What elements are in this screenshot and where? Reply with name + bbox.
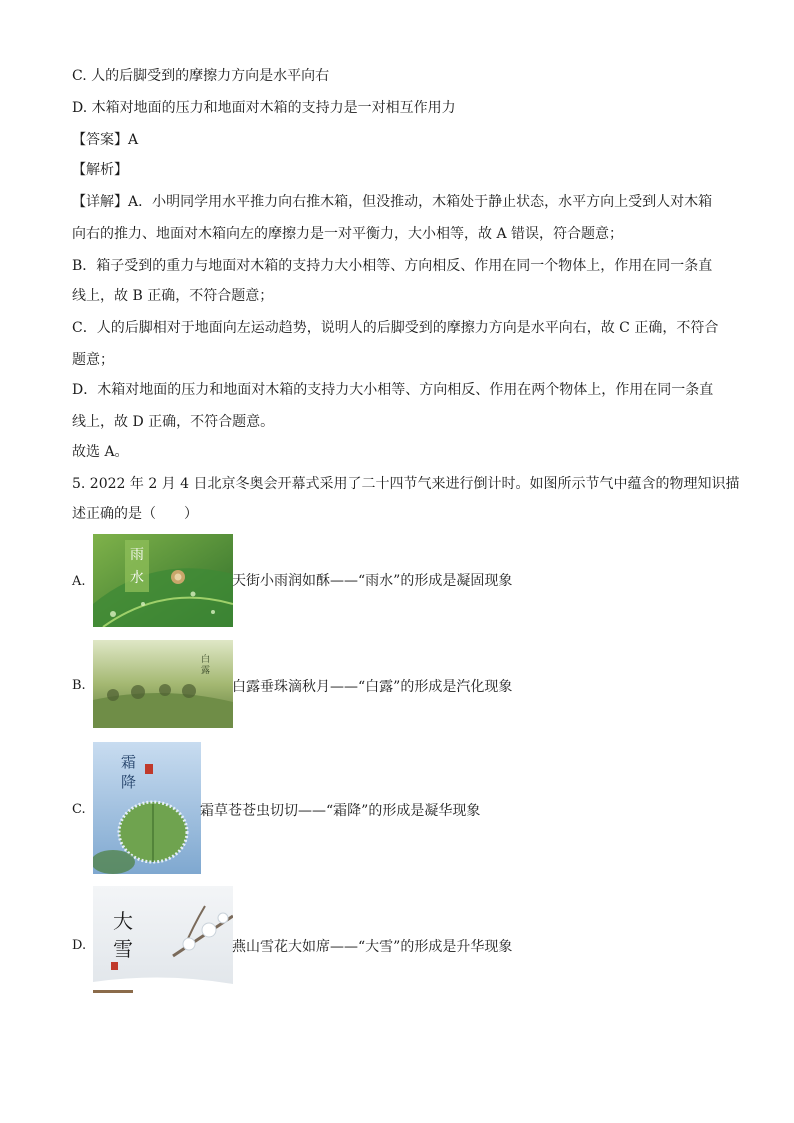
analysis-heading: 【解析】: [72, 162, 128, 178]
detail-line-8: 线上，故 D 正确，不符合题意。: [72, 414, 275, 430]
option-a-letter: A.: [72, 574, 86, 589]
option-c-text: 霜草苍苍虫切切——“霜降”的形成是凝华现象: [200, 803, 481, 819]
detail-line-7: D．木箱对地面的压力和地面对木箱的支持力大小相等、方向相反、作用在两个物体上，作用在同一条直: [72, 382, 714, 398]
option-d-prev: D. 木箱对地面的压力和地面对木箱的支持力是一对相互作用力: [72, 100, 456, 116]
option-c-image-label-2: 降: [121, 773, 137, 791]
option-d-image-label-2: 雪: [113, 937, 133, 961]
option-b-image: [93, 640, 233, 728]
option-c-prev: C. 人的后脚受到的摩擦力方向是水平向右: [72, 68, 330, 84]
detail-line-2: 向右的推力、地面对木箱向左的摩擦力是一对平衡力，大小相等，故 A 错误，符合题意；: [72, 226, 624, 242]
option-b-image-label-2: 露: [201, 666, 211, 676]
detail-line-4: 线上，故 B 正确，不符合题意；: [72, 288, 274, 304]
option-c-letter: C.: [72, 802, 86, 817]
option-b-image-label-1: 白: [201, 655, 211, 665]
option-a-image: [93, 534, 233, 627]
option-c-image: [93, 742, 201, 874]
option-d-image: [93, 886, 233, 1002]
option-a-text: 天街小雨润如酥——“雨水”的形成是凝固现象: [232, 573, 513, 589]
question-5-line-1: 5. 2022 年 2 月 4 日北京冬奥会开幕式采用了二十四节气来进行倒计时。如图所示节气中蕴含的物理知识描: [72, 476, 740, 492]
option-d-letter: D.: [72, 938, 87, 953]
option-c-image-label-1: 霜: [121, 753, 137, 771]
detail-line-3: B．箱子受到的重力与地面对木箱的支持力大小相等、方向相反、作用在同一个物体上，作用在同一条直: [72, 258, 713, 274]
answer-line: 【答案】A: [72, 132, 139, 148]
option-a-image-label-2: 水: [130, 570, 144, 586]
question-5-line-2: 述正确的是（ ）: [72, 506, 198, 522]
detail-line-5: C．人的后脚相对于地面向左运动趋势，说明人的后脚受到的摩擦力方向是水平向右，故 C 正确，不符合: [72, 320, 719, 336]
detail-line-1: 【详解】A．小明同学用水平推力向右推木箱，但没推动，木箱处于静止状态，水平方向上受到人对木箱: [72, 194, 713, 210]
option-b-text: 白露垂珠滴秋月——“白露”的形成是汽化现象: [232, 679, 513, 695]
option-a-image-label-1: 雨: [130, 547, 144, 563]
detail-line-6: 题意；: [72, 352, 114, 368]
option-b-letter: B.: [72, 678, 86, 693]
option-d-text: 燕山雪花大如席——“大雪”的形成是升华现象: [232, 939, 513, 955]
conclusion-line: 故选 A。: [72, 444, 129, 460]
option-d-image-label-1: 大: [113, 909, 133, 933]
